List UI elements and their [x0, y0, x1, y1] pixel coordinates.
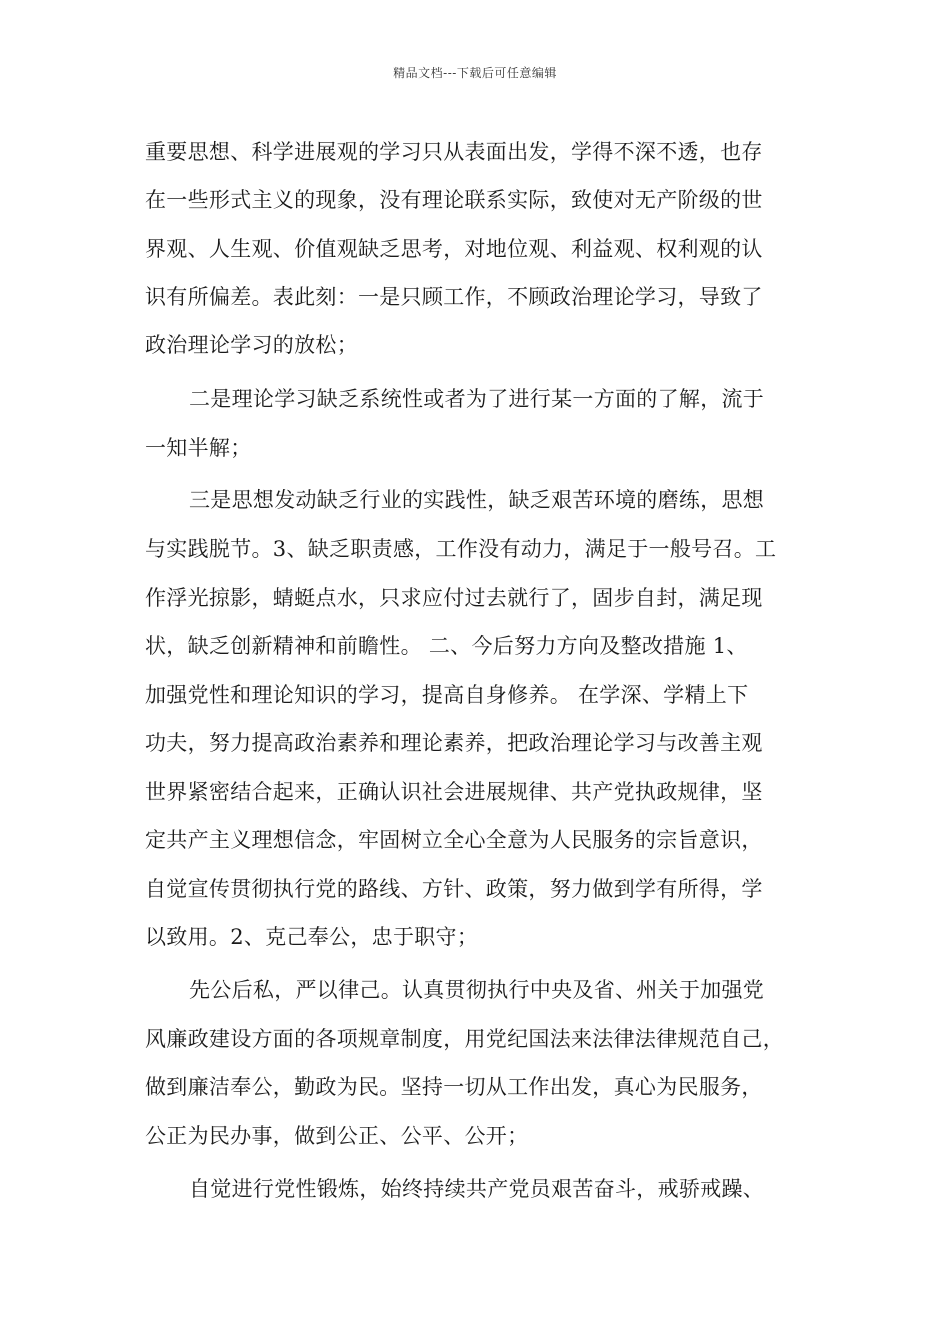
- text-line: 风廉政建设方面的各项规章制度，用党纪国法来法律法律规范自己，: [145, 1027, 784, 1051]
- text-line: 与实践脱节。3、缺乏职责感，工作没有动力，满足于一般号召。工: [145, 537, 777, 561]
- paragraph-start-line: 先公后私，严以律己。认真贯彻执行中央及省、州关于加强党: [189, 978, 765, 1002]
- text-line: 识有所偏差。表此刻：一是只顾工作，不顾政治理论学习，导致了: [145, 285, 763, 309]
- text-line: 一知半解；: [145, 436, 252, 460]
- text-line: 公正为民办事，做到公正、公平、公开；: [145, 1124, 529, 1148]
- text-line: 世界紧密结合起来，正确认识社会进展规律、共产党执政规律，坚: [145, 780, 763, 804]
- paragraph-start-line: 自觉进行党性锻炼，始终持续共产党员艰苦奋斗，戒骄戒躁、: [189, 1177, 765, 1201]
- text-line: 定共产主义理想信念，牢固树立全心全意为人民服务的宗旨意识，: [145, 828, 763, 852]
- text-line: 自觉宣传贯彻执行党的路线、方针、政策，努力做到学有所得，学: [145, 877, 763, 901]
- text-line: 加强党性和理论知识的学习，提高自身修养。 在学深、学精上下: [145, 683, 749, 707]
- text-line: 功夫，努力提高政治素养和理论素养，把政治理论学习与改善主观: [145, 731, 763, 755]
- text-line: 在一些形式主义的现象，没有理论联系实际，致使对无产阶级的世: [145, 188, 763, 212]
- text-line: 政治理论学习的放松；: [145, 333, 358, 357]
- text-line: 状，缺乏创新精神和前瞻性。 二、今后努力方向及整改措施 1、: [145, 634, 748, 658]
- page-header: 精品文档---下载后可任意编辑: [393, 66, 557, 80]
- text-line: 界观、人生观、价值观缺乏思考，对地位观、利益观、权利观的认: [145, 237, 763, 261]
- paragraph-start-line: 二是理论学习缺乏系统性或者为了进行某一方面的了解，流于: [189, 387, 765, 411]
- text-line: 以致用。2、克己奉公，忠于职守；: [145, 925, 479, 949]
- text-line: 做到廉洁奉公，勤政为民。坚持一切从工作出发，真心为民服务，: [145, 1075, 763, 1099]
- text-line: 作浮光掠影，蜻蜓点水，只求应付过去就行了，固步自封，满足现: [145, 586, 763, 610]
- text-line: 重要思想、科学进展观的学习只从表面出发，学得不深不透，也存: [145, 140, 763, 164]
- paragraph-start-line: 三是思想发动缺乏行业的实践性，缺乏艰苦环境的磨练，思想: [189, 488, 765, 512]
